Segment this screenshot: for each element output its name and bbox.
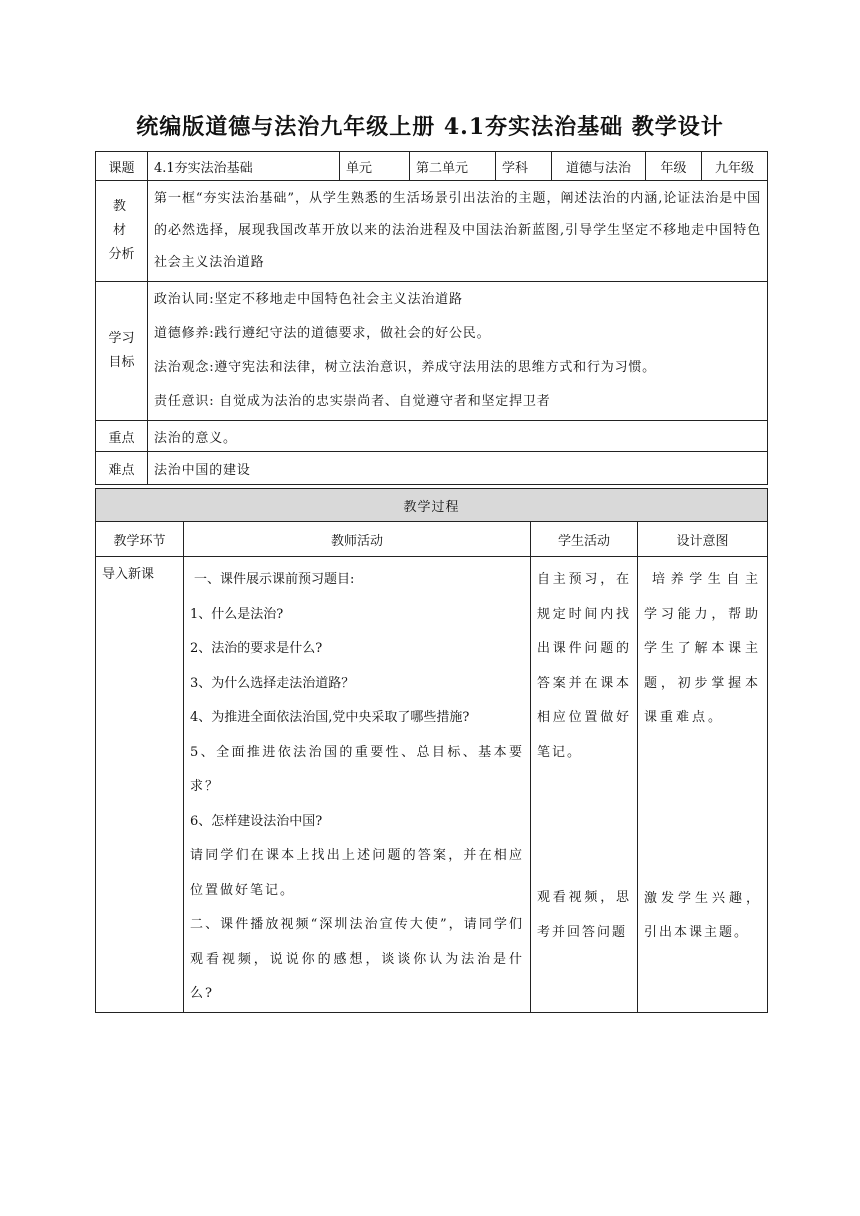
difficulty-row — [96, 452, 768, 485]
teaching-process-table — [95, 488, 768, 1013]
design-intent-text: 激发学生兴趣，引出本课主题。 — [644, 890, 762, 940]
student-activity-spacer — [537, 770, 631, 881]
objectives-label — [96, 282, 148, 421]
teacher-line: 6、怎样建设法治中国? — [190, 813, 323, 829]
grade-label: 年级 — [646, 152, 702, 181]
process-header-row — [96, 489, 768, 522]
objective-item: 责任意识: 自觉成为法治的忠实崇尚者、自觉遵守者和坚定捍卫者 — [154, 394, 551, 409]
teacher-line: 一、课件展示课前预习题目: — [194, 572, 355, 587]
student-activity-cell — [531, 557, 638, 1013]
unit-label: 单元 — [340, 152, 410, 181]
objective-item: 法治观念:遵守宪法和法律，树立法治意识，养成守法用法的思维方式和行为习惯。 — [154, 360, 656, 375]
teacher-line: 3、为什么选择走法治道路？ — [190, 675, 355, 691]
analysis-label-line2: 分析 — [108, 247, 135, 262]
unit-value: 第二单元 — [410, 152, 496, 181]
topic-label: 课题 — [96, 152, 148, 181]
process-row — [96, 557, 768, 1013]
document-title: 统编版道德与法治九年级上册 4.1夯实法治基础 教学设计 — [136, 114, 724, 140]
key-point-label: 重点 — [96, 421, 148, 452]
col-teacher-header: 教师活动 — [184, 522, 531, 557]
course-info-row — [96, 152, 768, 181]
grade-value: 九年级 — [702, 152, 768, 181]
difficulty-label: 难点 — [96, 452, 148, 485]
subject-label: 学科 — [496, 152, 552, 181]
objective-item: 道德修养:践行遵纪守法的道德要求，做社会的好公民。 — [154, 326, 491, 341]
student-activity-text: 自主预习，在规定时间内找出课件问题的答案并在课本相应位置做好笔记。 — [537, 572, 631, 760]
course-info-table — [95, 151, 768, 485]
student-activity-text: 观看视频，思考并回答问题 — [537, 890, 631, 940]
analysis-label-line1: 教 材 — [112, 199, 130, 238]
process-header: 教学过程 — [96, 489, 768, 522]
teacher-line: 4、为推进全面依法治国,党中央采取了哪些措施? — [190, 710, 470, 725]
design-intent-cell — [638, 557, 768, 1013]
design-intent-spacer — [644, 736, 761, 882]
analysis-row — [96, 181, 768, 282]
analysis-label — [96, 181, 148, 282]
stage-cell: 导入新课 — [96, 557, 184, 1013]
objective-item: 政治认同:坚定不移地走中国特色社会主义法治道路 — [154, 292, 463, 307]
design-intent-text: 培养学生自主学习能力，帮助学生了解本课主题，初步掌握本课重难点。 — [644, 572, 762, 725]
objectives-row — [96, 282, 768, 421]
topic-value: 4.1夯实法治基础 — [148, 152, 340, 181]
teacher-activity-cell — [184, 557, 531, 1013]
objectives-label-line2: 目标 — [108, 355, 135, 370]
teacher-line: 5、全面推进依法治国的重要性、总目标、基本要求？ — [190, 744, 524, 794]
col-stage-header: 教学环节 — [96, 522, 184, 557]
subject-value: 道德与法治 — [552, 152, 646, 181]
teacher-line: 2、法治的要求是什么? — [190, 641, 323, 656]
objectives-label-line1: 学习 — [108, 331, 135, 346]
difficulty-text: 法治中国的建设 — [148, 452, 768, 485]
analysis-text: 第一框“夯实法治基础”，从学生熟悉的生活场景引出法治的主题，阐述法治的内涵,论证法治是中国的必然选择，展现我国改革开放以来的法治进程及中国法治新蓝图,引导学生坚定不移地走中国特色社会主义法治道路 — [148, 181, 768, 282]
teacher-line: 请同学们在课本上找出上述问题的答案，并在相应位置做好笔记。 — [190, 848, 524, 898]
teacher-line: 1、什么是法治? — [190, 606, 284, 622]
key-point-row — [96, 421, 768, 452]
objectives-text — [148, 282, 768, 421]
key-point-text: 法治的意义。 — [148, 421, 768, 452]
process-column-headers — [96, 522, 768, 557]
teacher-line: 二、课件播放视频“深圳法治宣传大使”，请同学们观看视频，说说你的感想，谈谈你认为法治是什么? — [190, 917, 524, 1001]
col-student-header: 学生活动 — [531, 522, 638, 557]
col-intent-header: 设计意图 — [638, 522, 768, 557]
